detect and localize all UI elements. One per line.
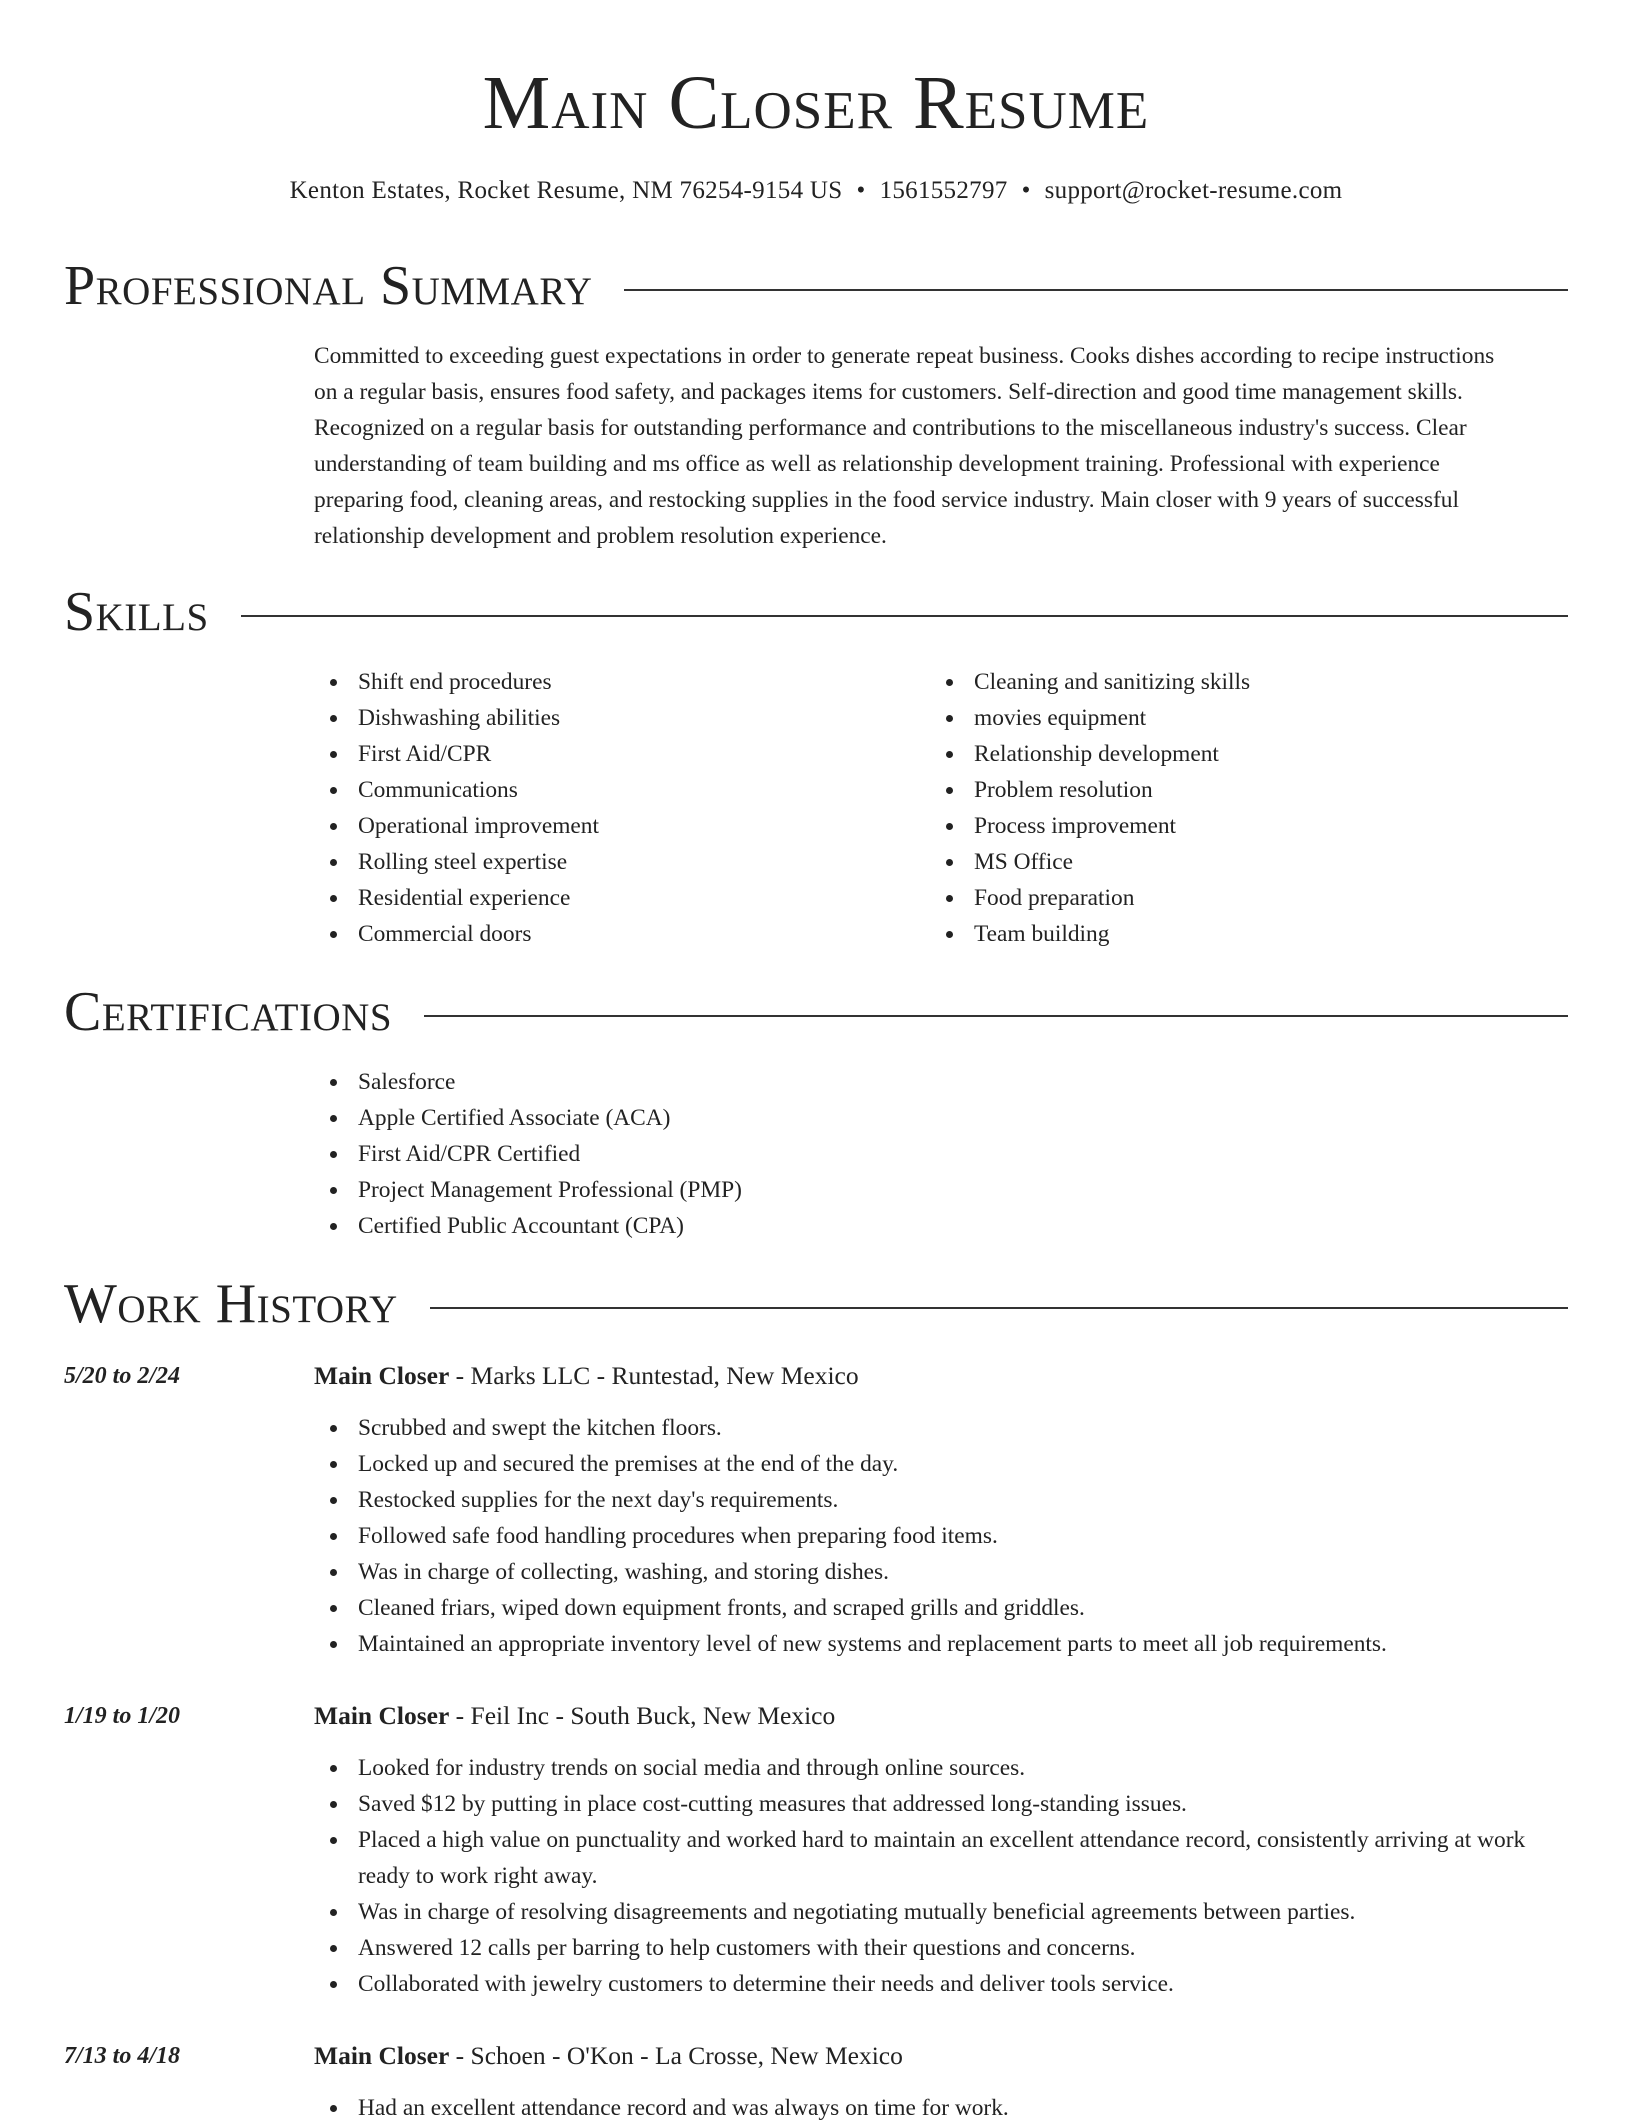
skill-item: First Aid/CPR (314, 736, 914, 772)
job-bullet: Scrubbed and swept the kitchen floors. (314, 1410, 1554, 1446)
job-bullet: Followed safe food handling procedures when preparing food items. (314, 1518, 1554, 1554)
section-divider (430, 1307, 1568, 1309)
job-title-line (314, 1698, 835, 1734)
job-bullet: Had an excellent attendance record and was always on time for work. (314, 2090, 1554, 2126)
job-bullet: Was in charge of resolving disagreements and negotiating mutually beneficial agreements between parties. (314, 1894, 1554, 1930)
job-title-line (314, 2038, 903, 2074)
certifications-section-header (64, 980, 1568, 1044)
job-bullets (314, 2090, 1554, 2126)
job-role: Main Closer (314, 2041, 450, 2070)
skill-item: Shift end procedures (314, 664, 914, 700)
skill-item: MS Office (930, 844, 1530, 880)
job-role: Main Closer (314, 1701, 450, 1730)
resume-name: Main Closer Resume (482, 61, 1150, 145)
skill-item: movies equipment (930, 700, 1530, 736)
skill-item: Food preparation (930, 880, 1530, 916)
job-bullet: Placed a high value on punctuality and worked hard to maintain an excellent attendance record, consistently arriving at work ready to work right away. (314, 1822, 1554, 1894)
certifications-title: Certifications (64, 981, 393, 1043)
certifications-list (314, 1064, 1504, 1244)
skill-item: Rolling steel expertise (314, 844, 914, 880)
skill-item: Cleaning and sanitizing skills (930, 664, 1530, 700)
work-section-header (64, 1272, 1568, 1336)
job-bullet: Restocked supplies for the next day's requirements. (314, 1482, 1554, 1518)
certification-item: Certified Public Accountant (CPA) (314, 1208, 1504, 1244)
skill-item: Operational improvement (314, 808, 914, 844)
work-title: Work History (64, 1273, 398, 1335)
contact-separator: • (1021, 177, 1031, 204)
contact-email: support@rocket-resume.com (1044, 177, 1343, 204)
skill-item: Commercial doors (314, 916, 914, 952)
certification-item: Apple Certified Associate (ACA) (314, 1100, 1504, 1136)
summary-text: Committed to exceeding guest expectations in order to generate repeat business. Cooks dishes according to recipe instructions on a regular basis, ensures food safety, and packages items for customers. Self-direction and good time management skills. Recognized on a regular basis for outstanding performance and contributions to the miscellaneous industry's success. Clear understanding of team building and ms office as well as relationship development training. Professional with experience preparing food, cleaning areas, and restocking supplies in the food service industry. Main closer with 9 years of successful relationship development and problem resolution experience. (314, 343, 1495, 549)
skills-list-right (930, 664, 1530, 952)
skills-section-header (64, 580, 1568, 644)
skills-title: Skills (64, 581, 209, 643)
skill-item: Relationship development (930, 736, 1530, 772)
summary-title: Professional Summary (64, 255, 593, 317)
skill-item: Residential experience (314, 880, 914, 916)
contact-address: Kenton Estates, Rocket Resume, NM 76254-9154 US (289, 177, 843, 204)
summary-section-header (64, 254, 1568, 318)
job-role: Main Closer (314, 1361, 450, 1390)
skill-item: Team building (930, 916, 1530, 952)
job-employer: - Marks LLC - Runtestad, New Mexico (449, 1361, 859, 1390)
skill-item: Communications (314, 772, 914, 808)
job-dates: 7/13 to 4/18 (64, 2043, 181, 2069)
skill-item: Process improvement (930, 808, 1530, 844)
certification-item: Project Management Professional (PMP) (314, 1172, 1504, 1208)
job-bullet: Was in charge of collecting, washing, and storing dishes. (314, 1554, 1554, 1590)
certification-item: First Aid/CPR Certified (314, 1136, 1504, 1172)
job-employer: - Feil Inc - South Buck, New Mexico (449, 1701, 836, 1730)
section-divider (424, 1015, 1568, 1017)
job-bullets (314, 1410, 1554, 1662)
job-bullet: Cleaned friars, wiped down equipment fronts, and scraped grills and griddles. (314, 1590, 1554, 1626)
certification-item: Salesforce (314, 1064, 1504, 1100)
contact-separator: • (856, 177, 866, 204)
job-bullet: Locked up and secured the premises at the end of the day. (314, 1446, 1554, 1482)
job-dates: 5/20 to 2/24 (64, 1363, 181, 1389)
job-dates: 1/19 to 1/20 (64, 1703, 181, 1729)
section-divider (624, 289, 1568, 291)
job-bullet: Collaborated with jewelry customers to determine their needs and deliver tools service. (314, 1966, 1554, 2002)
job-employer: - Schoen - O'Kon - La Crosse, New Mexico (449, 2041, 903, 2070)
job-title-line (314, 1358, 859, 1394)
section-divider (241, 615, 1568, 617)
job-bullet: Maintained an appropriate inventory level of new systems and replacement parts to meet all job requirements. (314, 1626, 1554, 1662)
job-bullet: Answered 12 calls per barring to help customers with their questions and concerns. (314, 1930, 1554, 1966)
contact-phone: 1561552797 (879, 177, 1008, 204)
job-bullet: Looked for industry trends on social media and through online sources. (314, 1750, 1554, 1786)
job-bullets (314, 1750, 1554, 2002)
contact-line (0, 174, 1632, 208)
skill-item: Problem resolution (930, 772, 1530, 808)
skill-item: Dishwashing abilities (314, 700, 914, 736)
skills-list-left (314, 664, 914, 952)
job-bullet: Saved $12 by putting in place cost-cutting measures that addressed long-standing issues. (314, 1786, 1554, 1822)
